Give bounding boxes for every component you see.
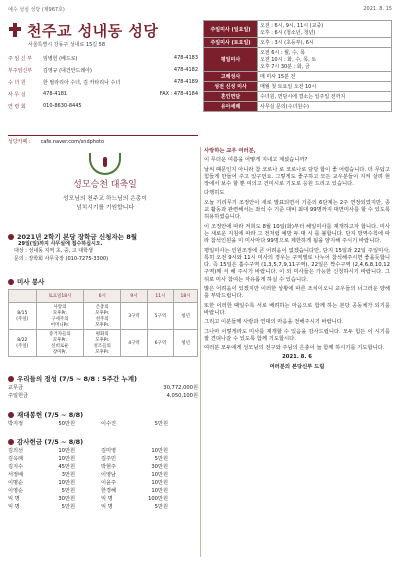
- offering-section: 우리들의 정성 (7/5 ~ 8/8 : 5주간 누계) 교무금 30,772,000원 주일헌금 4,050,100원: [8, 375, 198, 399]
- celebration-line-2: 넘치시기를 기원합니다: [76, 205, 134, 212]
- wreath-icon: [89, 153, 121, 175]
- church-address: 서울특별시 강동구 성내로 15길 58: [28, 42, 106, 48]
- donation-row: 박지정 50만원 이수진 5만원: [8, 420, 168, 427]
- mass-row: 고해성사 매 미사 15분 전: [204, 72, 392, 82]
- mass-row: 유아세례 사무실 문의(수녀원수): [204, 102, 392, 112]
- letter-signature: 여러분의 본당신부 드림: [269, 363, 325, 370]
- money-row: 교무금 30,772,000원: [8, 384, 198, 391]
- donation-row: 이명순 10만원 이윤주 10만원: [8, 479, 168, 486]
- mission-row: 8/15 (주일) 사랑의 모후Pr. 구세주의 어머니Pr. 은총의 모후Pr. 천주의 모후Pr. 3구역 5구역 청년: [9, 303, 198, 330]
- bullet-icon: [8, 376, 14, 382]
- mass-row: 성전 신성 미사 매월 첫 토요일 오전 10시: [204, 82, 392, 92]
- mission-table: 토요일18시 6시 9시 11시 18시 8/15 (주일) 사랑의 모후Pr. 구세주의 어머니Pr. 은총의 모후Pr. 천주의 모후Pr. 3구역 5구역 청년 8/22 (주일) 증거자들의 모후Pr. 신비로운 장미Pr. 평화의 모후Pr. 성조들의 모후Pr. 4구역 6구역 청년: [8, 289, 198, 357]
- staff-directory: [8, 52, 198, 112]
- donation-row: 익 명 5만원 익 명 5만원: [8, 503, 168, 510]
- celebration-block: [20, 153, 190, 214]
- mass-row: 혼인면담 수녀원, 면담시에 결소는 일주일 전까지: [204, 92, 392, 102]
- celebration-title: 성모승천 대축일: [73, 180, 137, 190]
- letter-greeting: 사랑하는 교우 여러분,: [204, 148, 256, 154]
- money-row: 주일헌금 4,050,100원: [8, 392, 198, 399]
- donation-row: 익 명 30만원 익 명 100만원: [8, 495, 168, 502]
- bulletin-issue: 예수 성심 성당 (제967호): [8, 7, 65, 13]
- mass-row: 주일미사 (토요일) 오후 : 3시 (초등부), 6시: [204, 38, 392, 48]
- bullet-icon: [8, 439, 14, 445]
- church-header: [8, 20, 196, 40]
- mass-row: 평일미사 오전 6시 : 월, 수, 목 오전 10시 : 화, 수, 목, 토 오후 7시 30분 : 화, 금: [204, 48, 392, 72]
- bullet-icon: [8, 412, 14, 418]
- church-title: 천주교 성내동 성당: [27, 21, 159, 40]
- bulletin-date: 2021. 8. 15: [363, 6, 392, 12]
- donation-row: 김지수 45만원 박현주 30만원: [8, 463, 168, 470]
- cafe-url[interactable]: cafe.naver.com/sndphoto: [40, 138, 105, 145]
- letter-date: 2021. 8. 6: [282, 354, 312, 361]
- staff-row: 주 임 신 부 임병헌 (베드로) 478-4183: [8, 55, 198, 62]
- mass-schedule-table: [203, 20, 392, 112]
- building-section: 재대봉헌 (7/5 ~ 8/8) 박지정 50만원 이수진 5만원: [8, 410, 198, 427]
- cafe-label: 성당카페 :: [8, 139, 31, 145]
- donation-row: 서정배 3만원 이영남 10만원: [8, 471, 168, 478]
- staff-row: 수 녀 원 한 필라리아 수녀, 김 카타리나 수녀 478-4189: [8, 79, 198, 86]
- pastor-letter: 사랑하는 교우 여러분, 이 무더운 여름을 어떻게 지내고 계셨습니까? 날씨 때문인지 아니라 참 코로나 로 코로나로 담당 합이 좋 어렵습니다. 더 무덥고 힘들게 만들어 주고 있구먼요. 그렇게도 좋구하고 모든 교우분들이 지켜 살려 현장에서 보수 할 뿐 여의고 건미시로 기도로 응원 드리고 있습니다. 다행히도 오늘 기리무기 조정안이 새로 발표되면서 기준의 6단계는 2주 연장되었지만, 종교 활동과 관련해서는 좌석 수 기준 대비 최대 99명까지 대면미사를 할 수 있도록 허용하였습니다. 이 조정안에 따라 저희도 8월 10일(화)부터 해일미사를 재개하고자 합니다. 미사는 새로운 지침에 따라 그 전처럼 예방 두 대 시 를 불합니다. 단지 방역수칙에 따라 참석인원을 미 미사마다 99명으로 제한하게 됨을 양지해 주시기 바랍니다. 평일미사는 인원조정에 큰 어려움이 없겠습니다만, 단지 15일과 22일 주일미사, 특히 오전 9시와 11시 미사의 경우는 구역별로 나누어 참석해주시면 좋을듯합니다. 즉 15일은 홀수구역 (1,3,5,7,9,11구역), 22일은 짝수구역 (2,4,6,8,10,12구역)께 서 해 주시기 바랍니다. 이 외 미사들은 가능한 신청하시기 바랍니다. 그 뒤로 미사 참여는 자유롭게 하실 수 있습니다. 많은 어려움이 있겠지만 이러한 상황에 따른 조치이오니 교우들의 너그러운 양해를 부탁드립니다. 또한 이러한 때일수록 서로 배려하는 마음으로 함께 하는 본당 공동체가 되기를 바랍니다. 그리고 이분들께 사랑과 연대의 마음을 전해주시기 바랍니다. 그나마 이렇게라도 미사를 재개할 수 있음을 감사드립니다. 모두 힘든 이 시기를 잘 견뎌나갈 수 있도록 함께 기도합시다. 여러분 모두에게 성모님의 전구와 주님의 은총이 늘 함께 하시기를 기도합니다. 2021. 8. 6 여러분의 본당신부 드림: [204, 148, 390, 370]
- top-bar: [8, 6, 392, 16]
- donation-row: 김옥례 10만원 김주민 5만원: [8, 455, 168, 462]
- bullet-icon: [8, 279, 14, 285]
- cross-icon: [8, 22, 22, 38]
- celebration-line-1: 성모님의 천주교 하느님의 은총이: [63, 196, 147, 202]
- mission-row: 8/22 (주일) 증거자들의 모후Pr. 신비로운 장미Pr. 평화의 모후Pr. 성조들의 모후Pr. 4구역 6구역 청년: [9, 330, 198, 357]
- scholarship-notice: 2021년 2학기 본당 장학금 신청자는 8월 29일(일)까지 사무실에 접수하십시오. 대상 : 성내동 지역 초, 중, 고 대학생 문의 : 장학회 사무국장 (010-7275-3300): [8, 232, 198, 263]
- mission-section: 미사 봉사 토요일18시 6시 9시 11시 18시 8/15 (주일) 사랑의 모후Pr. 구세주의 어머니Pr. 은총의 모후Pr. 천주의 모후Pr. 3구역 5구역 청년 8/22 (주일) 증거자들의 모후Pr. 신비로운 장미Pr. 평화의 모후Pr. 성조들의 모후Pr. 4구역 6구역 청년: [8, 277, 198, 357]
- column-divider: [200, 147, 201, 557]
- church-cafe: [8, 135, 198, 147]
- donation-row: 이영순 5만원 한경혜 10만원: [8, 487, 168, 494]
- staff-row: 부주임신부 김영규 (대건안드레아) 478-4182: [8, 67, 198, 74]
- bullet-icon: [8, 234, 14, 240]
- mass-row: 주일미사 (일요일) 오전 : 6시, 9시, 11시 (교중) 오후 : 6시 (청소년, 청년): [204, 21, 392, 38]
- staff-row: 사 무 실 478-4181 FAX : 478-4184: [8, 91, 198, 98]
- donation-row: 김의선 10만원 김미영 10만원: [8, 447, 168, 454]
- staff-row: 연 령 회 010-8630-8445: [8, 103, 82, 110]
- thanks-section: 감사헌금 (7/5 ~ 8/8) 김의선 10만원 김미영 10만원 김옥례 10만원 김주민 5만원 김지수 45만원 박현주 30만원 서정배 3만원 이영남 10만원 이명순 10만원 이윤주 10만원 이영순 5만원 한경혜 10만원 익 명 30만원 익 명 100만원 익 명 5만원 익 명 5만원: [8, 437, 198, 510]
